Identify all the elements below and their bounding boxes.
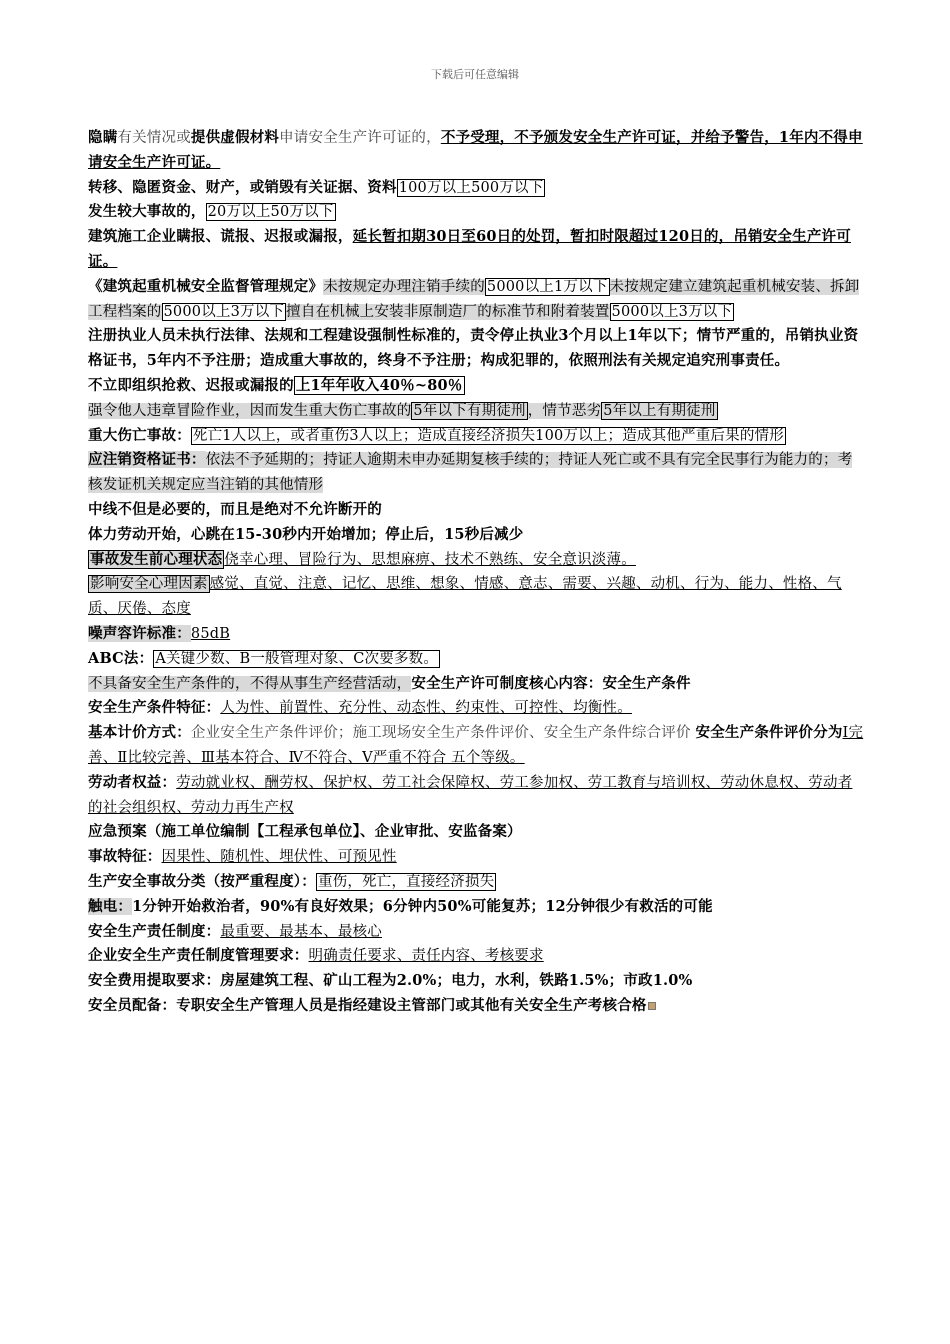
- paragraph-transfer-assets: [88, 176, 866, 201]
- paragraph-major-accident: [88, 200, 866, 225]
- text-bold: 发生较大事故的，: [88, 203, 206, 221]
- text-highlighted: 未按规定建立建筑起重机械安装、拆卸工程档案的: [88, 278, 860, 320]
- paragraph-safety-fee: 安全费用提取要求：房屋建筑工程、矿山工程为2.0%；电力，水利，铁路1.5%；市政1.0%: [88, 972, 693, 990]
- text-bold: 安全生产条件评价分为: [695, 724, 843, 742]
- paragraph-crane-regulation: [88, 275, 866, 325]
- paragraph-construction-report: [88, 225, 866, 275]
- text-penalty: 延长暂扣期30日至60日的处罚: [352, 228, 556, 246]
- paragraph-responsibility-requirements: [88, 944, 866, 969]
- text-underlined: 人为性、前置性、充分性、动态性、约束性、可控性、均衡性。: [220, 700, 632, 717]
- boxed-definition: 重伤，死亡，直接经济损失: [317, 873, 495, 890]
- document-body: [88, 126, 866, 1019]
- paragraph-license-core: [88, 672, 866, 697]
- paragraph-heart-rate: 体力劳动开始，心跳在15-30秒内开始增加；停止后，15秒后减少: [88, 525, 524, 543]
- text-label: 安全生产条件特征：: [88, 699, 221, 717]
- text-underlined: 侥幸心理、冒险行为、思想麻痹、技术不熟练、安全意识淡薄。: [224, 551, 636, 568]
- text-label: 生产安全事故分类（按严重程度）：: [88, 872, 316, 890]
- text-underlined: 劳动就业权、酬劳权、保护权、劳工社会保障权、劳工参加权、劳工教育与培训权、劳动休息权、劳动者的社会组织权、劳动力再生产权: [88, 774, 853, 816]
- text-label: 安全生产责任制度：: [88, 922, 221, 940]
- paragraph-end-mark: [648, 1002, 656, 1010]
- boxed-fine: 5000以上3万以下: [611, 303, 733, 320]
- boxed-fine: 上1年年收入40％~80％: [295, 376, 463, 394]
- text-penalty: ，暂扣时限超过120日的，吊销安全生产许可证。: [88, 228, 851, 270]
- text-highlighted: 未按规定办理注销手续的: [323, 278, 485, 295]
- paragraph-responsibility-system: [88, 920, 866, 945]
- text-bold: 隐瞒: [88, 129, 118, 146]
- text-penalty: 不予受理，不予颁发安全生产许可证，并给予警告，1年内不得申请安全生产许可证。: [88, 129, 863, 171]
- text-bold: 不立即组织抢救、迟报或漏报的: [88, 376, 294, 394]
- text-highlighted: 不具备安全生产条件的，不得从事生产经营活动，: [88, 675, 412, 692]
- paragraph-safety-psychology: [88, 572, 866, 622]
- text-bold: 安全生产许可制度核心内容：安全生产条件: [411, 674, 691, 692]
- boxed-definition: A关键少数、B一般管理对象、C次要多数。: [155, 650, 439, 667]
- paragraph-cancel-certificate: [88, 448, 866, 498]
- paragraph-registered-practitioner: 注册执业人员未执行法律、法规和工程建设强制性标准的，责令停止执业3个月以上1年以下；情节严重的，吊销执业资格证书，5年内不予注册；造成重大事故的，终身不予注册；构成犯罪的，依照刑法有关规定追究刑事责任。: [88, 327, 859, 370]
- text-underlined: 感觉、直觉、注意、记忆、思维、想象、情感、意志、需要、兴趣、动机、行为、能力、性格、气质、厌倦、态度: [88, 576, 842, 618]
- boxed-fine: 5000以上3万以下: [163, 303, 285, 320]
- paragraph-emergency-plan: 应急预案（施工单位编制【工程承包单位】、企业审批、安监备案）: [88, 823, 522, 841]
- paragraph-abc-method: [88, 647, 866, 672]
- boxed-fine: 100万以上500万以下: [398, 179, 544, 196]
- paragraph-pre-accident-psychology: [88, 548, 866, 573]
- text-underlined: 因果性、随机性、埋伏性、可预见性: [161, 849, 397, 866]
- paragraph-accident-features: [88, 845, 866, 870]
- text-regulation-title: 《建筑起重机械安全监督管理规定》: [88, 277, 324, 295]
- text-highlighted: 强令他人违章冒险作业，因而发生重大伤亡事故的: [88, 402, 412, 419]
- boxed-definition: 死亡1人以上，或者重伤3人以上；造成直接经济损失100万以上；造成其他严重后果的情形: [192, 427, 784, 444]
- text-label: 重大伤亡事故：: [88, 426, 191, 444]
- text-bold: 提供虚假材料: [190, 129, 280, 146]
- text-label: 企业安全生产责任制度管理要求：: [88, 947, 309, 965]
- paragraph-noise-standard: [88, 622, 866, 647]
- text-underlined: 85dB: [190, 625, 231, 642]
- text-bold: 1分钟开始救治者，90%有良好效果；6分钟内50%可能复苏；12分钟很少有救活的可能: [132, 897, 713, 915]
- paragraph-condition-features: [88, 696, 866, 721]
- text-underlined: Ⅰ完善、Ⅱ比较完善、Ⅲ基本符合、Ⅳ不符合、Ⅴ严重不符合 五个等级。: [88, 725, 864, 766]
- paragraph-safety-staff: [88, 994, 866, 1019]
- paragraph-pricing-method: [88, 721, 866, 771]
- paragraph-worker-rights: [88, 771, 866, 821]
- text: 申请安全生产许可证的，: [279, 130, 441, 146]
- text-label: 噪声容许标准：: [88, 624, 191, 642]
- text-label: 触电：: [88, 897, 133, 915]
- text: 有关情况或: [117, 130, 191, 146]
- text-label: ABC法：: [88, 649, 154, 667]
- text-bold: 转移、隐匿资金、财产，或销毁有关证据、资料: [88, 178, 397, 196]
- boxed-fine: 5000以上1万以下: [486, 278, 608, 295]
- text-label: 基本计价方式：: [88, 724, 191, 742]
- paragraph-rescue-failure: [88, 374, 866, 399]
- text-label: 劳动者权益：: [88, 773, 177, 791]
- text: 企业安全生产条件评价；施工现场安全生产条件评价、安全生产条件综合评价: [190, 725, 691, 742]
- boxed-sentence: 5年以上有期徒刑: [603, 402, 716, 419]
- text-bold: 安全员配备：专职安全生产管理人员是指经建设主管部门或其他有关安全生产考核合格: [88, 996, 647, 1014]
- text-underlined: 最重要、最基本、最核心: [220, 923, 383, 940]
- boxed-label: 影响安全心理因素: [90, 576, 208, 593]
- paragraph-major-casualty: [88, 424, 866, 449]
- boxed-label: 事故发生前心理状态: [90, 550, 223, 568]
- text-highlighted: 依法不予延期的；持证人逾期未申办延期复核手续的；持证人死亡或不具有完全民事行为能力的；考核发证机关规定应当注销的其他情形: [88, 452, 853, 494]
- text-highlighted: 擅自在机械上安装非原制造厂的标准节和附着装置: [286, 303, 610, 320]
- paragraph-electric-shock: [88, 895, 866, 920]
- paragraph-neutral-line: 中线不但是必要的，而且是绝对不允许断开的: [88, 500, 382, 518]
- text-bold: 建筑施工企业瞒报、谎报、迟报或漏报，: [88, 228, 353, 246]
- text-highlighted: ，情节恶劣: [527, 402, 602, 419]
- text-label: 事故特征：: [88, 848, 162, 866]
- paragraph-accident-classification: [88, 870, 866, 895]
- paragraph-forced-risk: [88, 399, 866, 424]
- boxed-sentence: 5年以下有期徒刑: [413, 402, 526, 419]
- paragraph-false-material: [88, 126, 866, 176]
- text-label: 应注销资格证书：: [88, 451, 206, 469]
- page-header: 下载后可任意编辑: [431, 68, 519, 81]
- text-underlined: 明确责任要求、责任内容、考核要求: [308, 948, 544, 965]
- boxed-fine: 20万以上50万以下: [207, 204, 334, 221]
